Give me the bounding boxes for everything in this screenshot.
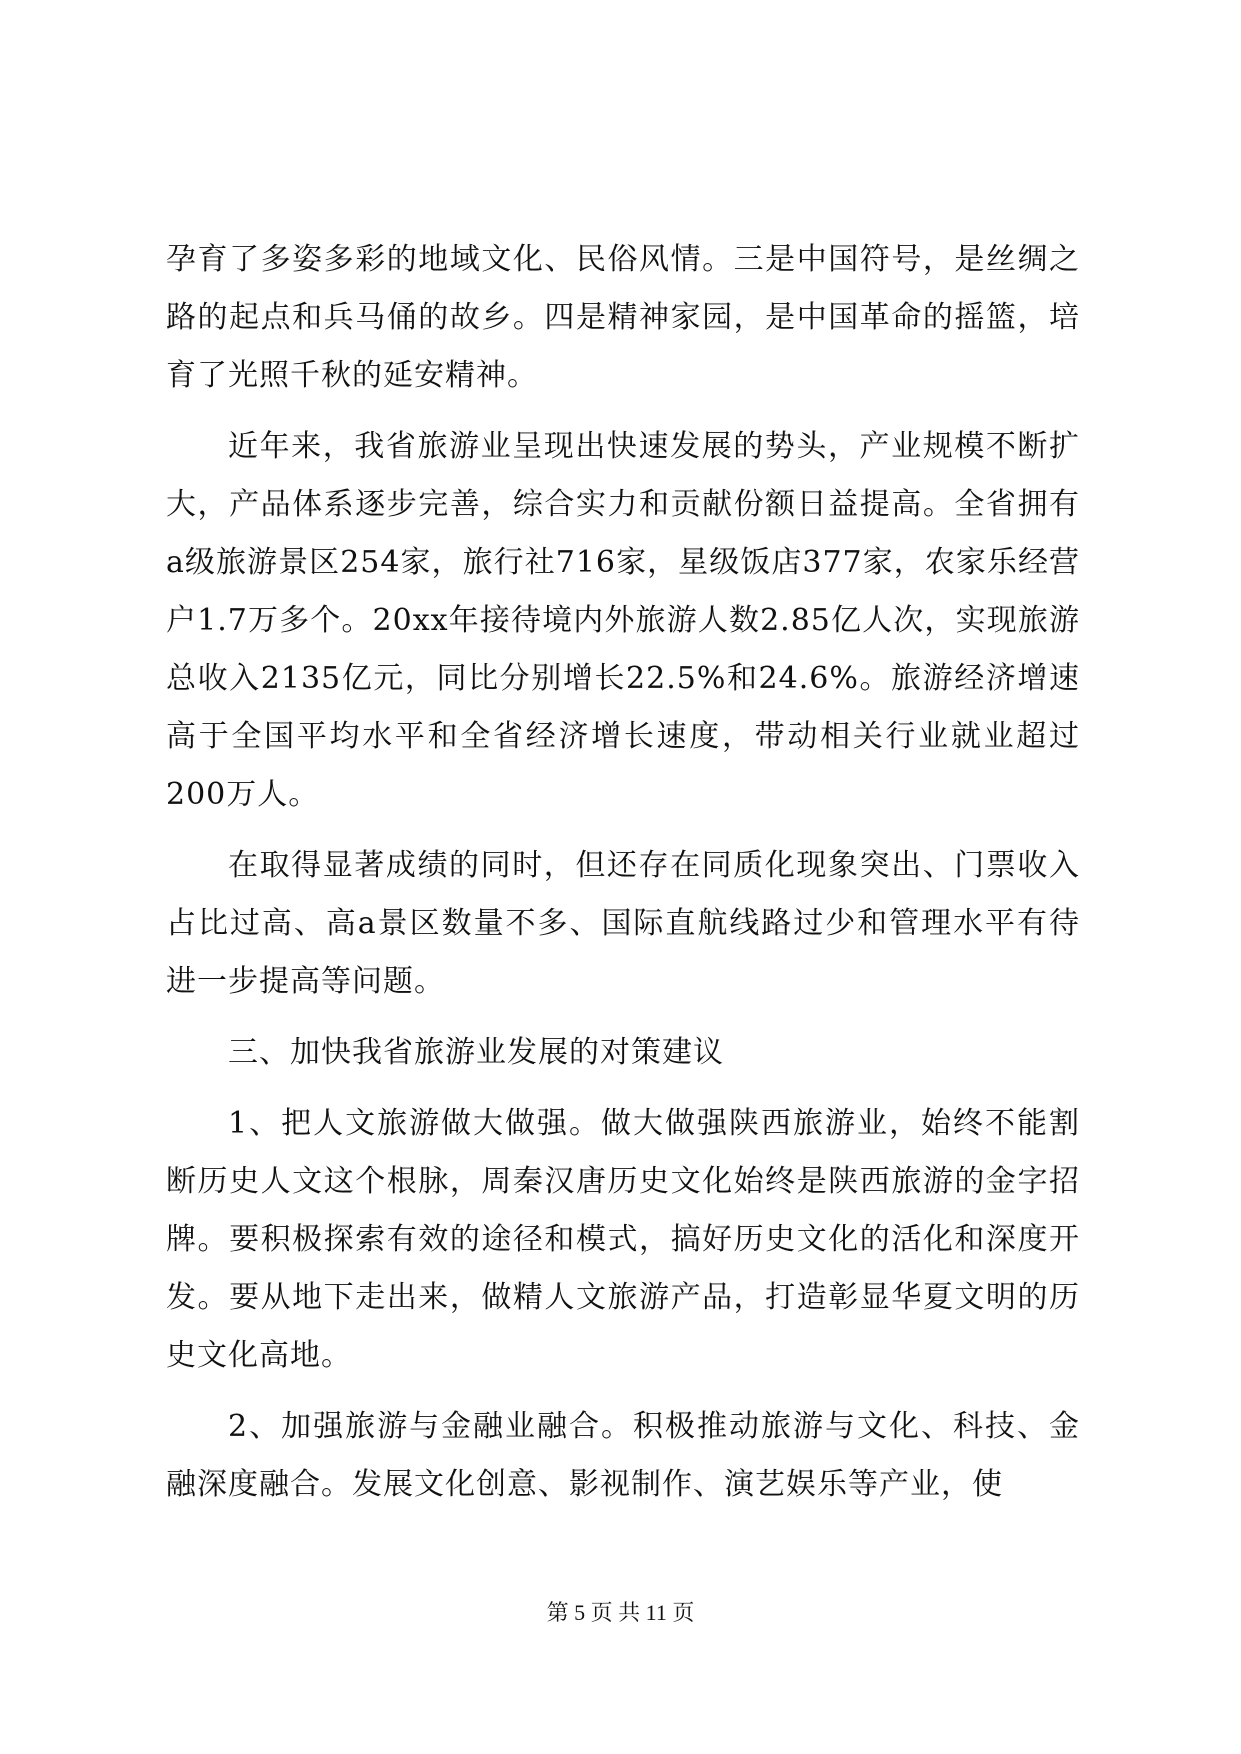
paragraph-1: 孕育了多姿多彩的地域文化、民俗风情。三是中国符号，是丝绸之路的起点和兵马俑的故乡。四是精神家园，是中国革命的摇篮，培育了光照千秋的延安精神。 (166, 242, 1080, 393)
page-footer: 第 5 页 共 11 页 (546, 1600, 695, 1625)
paragraph-4: 1、把人文旅游做大做强。做大做强陕西旅游业，始终不能割断历史人文这个根脉，周秦汉唐历史文化始终是陕西旅游的金字招牌。要积极探索有效的途径和模式，搞好历史文化的活化和深度开发。要从地下走出来，做精人文旅游产品，打造彰显华夏文明的历史文化高地。 (166, 1106, 1080, 1373)
document-body (166, 231, 1080, 1527)
paragraph-2: 近年来，我省旅游业呈现出快速发展的势头，产业规模不断扩大，产品体系逐步完善，综合实力和贡献份额日益提高。全省拥有a级旅游景区254家，旅行社716家，星级饭店377家，农家乐经营户1.7万多个。20xx年接待境内外旅游人数2.85亿人次，实现旅游总收入2135亿元，同比分别增长22.5%和24.6%。旅游经济增速高于全国平均水平和全省经济增长速度，带动相关行业就业超过200万人。 (166, 429, 1080, 812)
paragraph-5: 2、加强旅游与金融业融合。积极推动旅游与文化、科技、金融深度融合。发展文化创意、影视制作、演艺娱乐等产业，使 (166, 1409, 1080, 1502)
paragraph-3: 在取得显著成绩的同时，但还存在同质化现象突出、门票收入占比过高、高a景区数量不多、国际直航线路过少和管理水平有待进一步提高等问题。 (166, 848, 1080, 999)
section-heading: 三、加快我省旅游业发展的对策建议 (228, 1035, 724, 1070)
